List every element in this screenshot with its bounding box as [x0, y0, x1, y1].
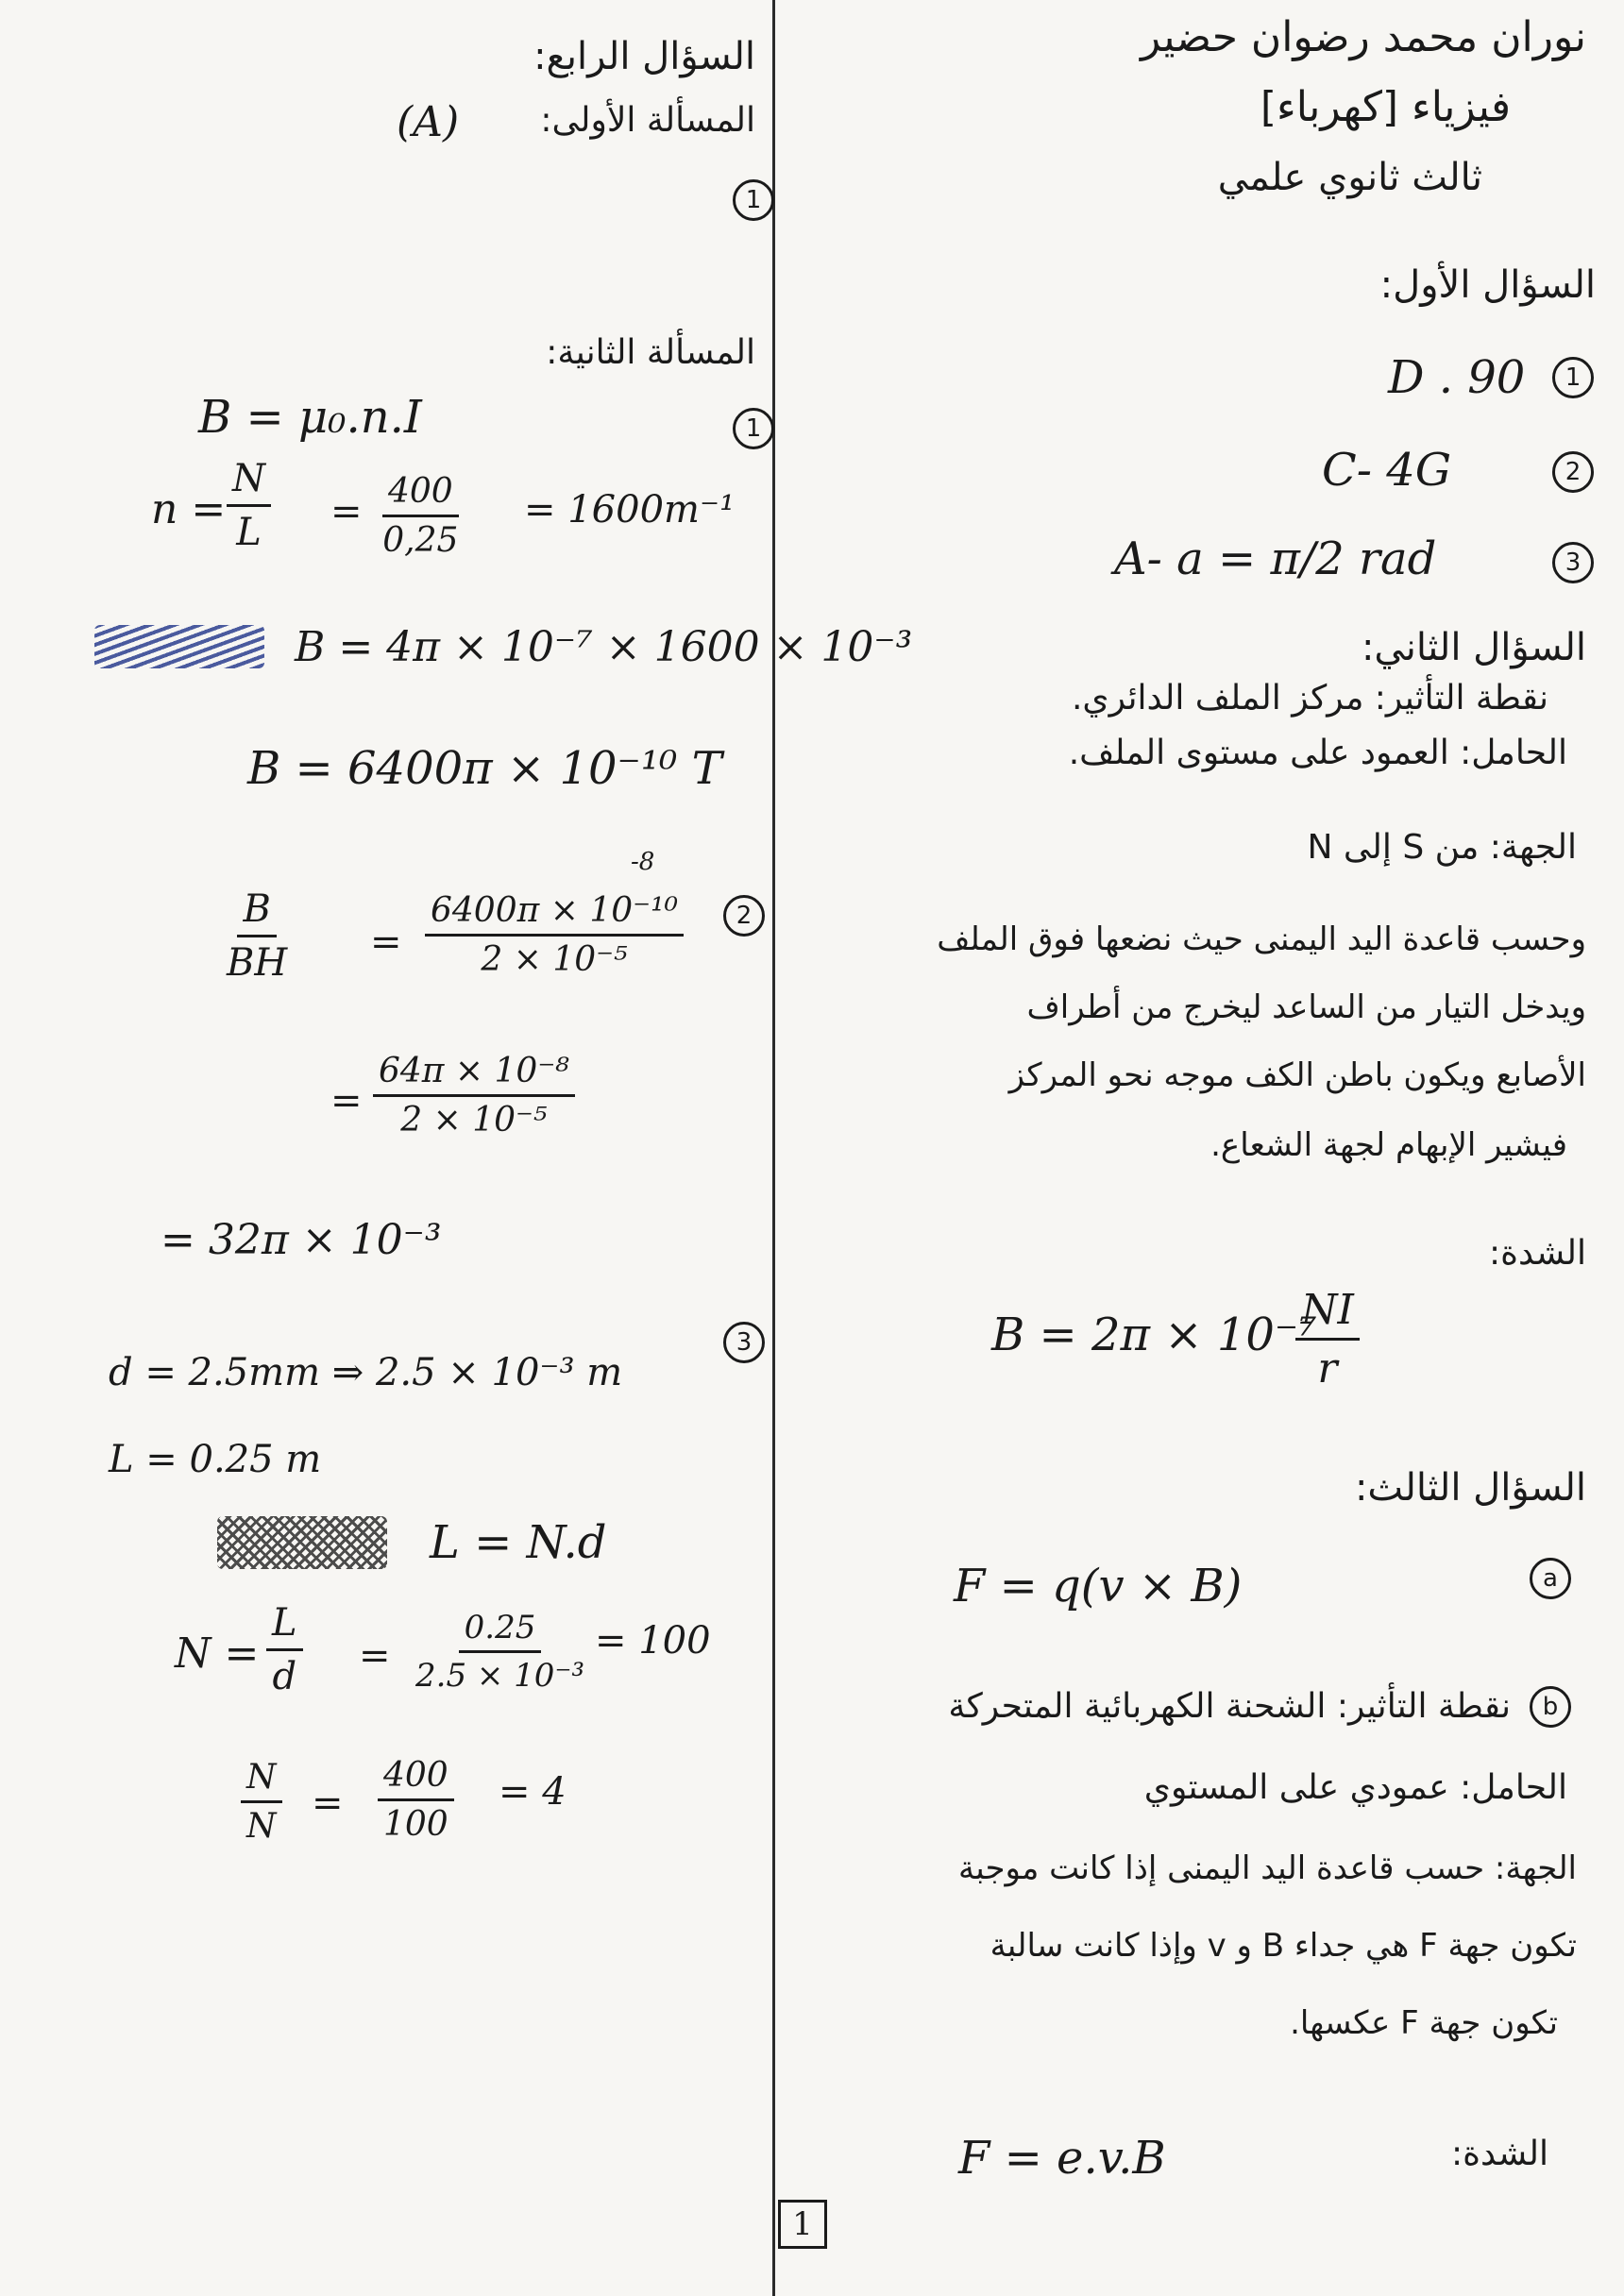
p2-1-n-fraction — [227, 457, 271, 554]
q3-carrier: الحامل: عمودي على المستوي — [1143, 1768, 1567, 1807]
grade-label: ثالث ثانوي علمي — [1217, 156, 1482, 199]
p2-3-n-lhs: N = — [175, 1629, 260, 1678]
p2-1-n-lhs: n = — [151, 485, 227, 533]
q2-rule-line-4: فيشير الإبهام لجهة الشعاع. — [1210, 1126, 1567, 1164]
p2-3-ratio-numerator: N — [241, 1758, 282, 1803]
q3-point: نقطة التأثير: الشحنة الكهربائية المتحركة — [948, 1687, 1511, 1726]
p2-1-b-result: B = 6400π × 10⁻¹⁰ T — [247, 742, 722, 795]
q2-rule-line-1: وحسب قاعدة اليد اليمنى حيث نضعها فوق الملف — [937, 920, 1586, 958]
p2-2-value-2-numerator: 64π × 10⁻⁸ — [373, 1052, 575, 1097]
p2-part-2-number: 2 — [723, 895, 765, 937]
q2-title: السؤال الثاني: — [1361, 626, 1586, 669]
p2-1-b-substitution: B = 4π × 10⁻⁷ × 1600 × 10⁻³ — [295, 623, 913, 671]
q1-answer-1-number: 1 — [1552, 357, 1594, 398]
p2-3-equals: = — [359, 1634, 391, 1678]
p2-1-n-numerator: N — [227, 457, 271, 507]
q3-part-a-label: a — [1530, 1558, 1571, 1599]
p2-1-n-denominator: L — [236, 511, 262, 554]
p2-3-ratio-value-numerator: 400 — [378, 1756, 454, 1801]
crossed-out-scribble — [94, 625, 264, 668]
q1-answer-2-number: 2 — [1552, 451, 1594, 493]
p2-2-value-1-numerator: 6400π × 10⁻¹⁰ — [425, 891, 684, 937]
p2-3-ratio-denominator: N — [246, 1807, 277, 1846]
q4-problem-1-number: 1 — [733, 179, 774, 221]
student-name: نوران محمد رضوان حضير — [1140, 13, 1586, 61]
p2-3-ratio-value-fraction — [378, 1756, 454, 1844]
q4-problem-2-title: المسألة الثانية: — [546, 333, 755, 372]
p2-3-ratio-equals: = — [312, 1781, 344, 1825]
q2-rule-line-3: الأصابع ويكون باطن الكف موجه نحو المركز — [1008, 1056, 1586, 1094]
p2-3-n-value-numerator: 0.25 — [459, 1609, 542, 1653]
p2-3-n-fraction — [266, 1601, 303, 1698]
subject-title: فيزياء [كهرباء] — [1260, 83, 1511, 131]
p2-3-d-line: d = 2.5mm ⇒ 2.5 × 10⁻³ m — [109, 1351, 623, 1394]
q3-direction-line-3: تكون جهة F عكسها. — [1290, 2004, 1558, 2042]
p2-3-n-result: = 100 — [595, 1619, 711, 1663]
p2-2-result: = 32π × 10⁻³ — [161, 1216, 442, 1264]
p2-1-n-value-denominator: 0,25 — [382, 521, 459, 560]
p2-2-value-fraction-1 — [425, 891, 684, 979]
q2-intensity-label: الشدة: — [1489, 1234, 1586, 1273]
crossed-out-scribble-2 — [217, 1516, 387, 1569]
p2-3-ratio-fraction — [241, 1758, 282, 1846]
p2-2-equals-2: = — [330, 1079, 363, 1123]
q4-problem-1-answer: (A) — [397, 98, 460, 146]
p2-1-n-value-fraction — [382, 472, 459, 560]
q3-part-b-label: b — [1530, 1686, 1571, 1728]
p2-2-equals-1: = — [370, 920, 402, 964]
q2-formula-numerator: NI — [1295, 1286, 1360, 1341]
q1-answer-1: D . 90 — [1388, 351, 1526, 404]
p2-1-n-result: = 1600m⁻¹ — [524, 488, 736, 532]
p2-2-value-2-denominator: 2 × 10⁻⁵ — [400, 1101, 548, 1140]
p2-1-n-value-numerator: 400 — [382, 472, 459, 517]
p2-3-n-numerator: L — [266, 1601, 303, 1651]
p2-part-3-number: 3 — [723, 1322, 765, 1363]
p2-3-ratio-value-denominator: 100 — [383, 1805, 448, 1844]
p2-3-l-formula: L = N.d — [430, 1516, 607, 1569]
p2-1-equals: = — [330, 490, 363, 533]
q2-direction: الجهة: من S إلى N — [1307, 828, 1577, 867]
p2-1-formula: B = μ₀.n.I — [198, 391, 422, 444]
p2-2-value-fraction-2 — [373, 1052, 575, 1140]
q3-part-a-formula: F = q(v × B) — [954, 1560, 1243, 1612]
p2-2-ratio-denominator: BH — [227, 941, 288, 985]
q3-intensity-formula: F = e.v.B — [958, 2132, 1166, 2185]
q1-answer-2: C- 4G — [1322, 444, 1452, 497]
page-number: 1 — [778, 2200, 827, 2249]
p2-part-1-number: 1 — [733, 408, 774, 449]
p2-2-ratio-fraction — [227, 887, 287, 985]
column-divider — [772, 0, 775, 2296]
q2-carrier: الحامل: العمود على مستوى الملف. — [1068, 734, 1567, 772]
p2-3-l-line: L = 0.25 m — [109, 1438, 322, 1481]
q4-problem-1-title: المسألة الأولى: — [540, 101, 755, 140]
q2-formula-lhs: B = 2π × 10⁻⁷ — [991, 1308, 1317, 1361]
q1-answer-3-number: 3 — [1552, 542, 1594, 583]
q4-title: السؤال الرابع: — [533, 35, 755, 78]
p2-2-value-1-denominator: 2 × 10⁻⁵ — [481, 940, 628, 979]
q3-intensity-label: الشدة: — [1451, 2135, 1548, 2173]
p2-3-n-value-denominator: 2.5 × 10⁻³ — [415, 1657, 585, 1695]
p2-3-n-value-fraction — [415, 1609, 584, 1695]
p2-3-n-denominator: d — [272, 1655, 297, 1698]
q2-point: نقطة التأثير: مركز الملف الدائري. — [1071, 679, 1548, 718]
q3-direction-line-2: تكون جهة F هي جداء B و v وإذا كانت سالبة — [990, 1927, 1577, 1965]
q1-answer-3: A- a = π/2 rad — [1114, 532, 1437, 585]
p2-2-exponent-note: -8 — [631, 848, 655, 876]
q1-title: السؤال الأول: — [1379, 263, 1596, 307]
q2-formula-denominator: r — [1317, 1344, 1338, 1393]
q2-rule-line-2: ويدخل التيار من الساعد ليخرج من أطراف — [1026, 988, 1586, 1026]
p2-2-ratio-numerator: B — [237, 887, 276, 937]
q3-title: السؤال الثالث: — [1354, 1466, 1586, 1510]
q2-formula-fraction — [1295, 1286, 1360, 1393]
q3-direction-line-1: الجهة: حسب قاعدة اليد اليمنى إذا كانت موجبة — [958, 1849, 1577, 1887]
p2-3-ratio-result: = 4 — [499, 1770, 567, 1814]
